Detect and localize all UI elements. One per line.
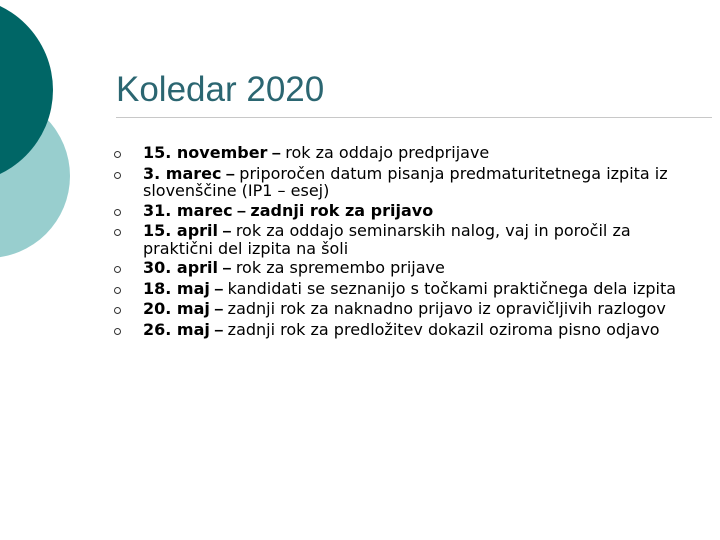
item-date: 31. marec [143, 200, 233, 220]
hollow-circle-bullet-icon [114, 287, 121, 294]
item-separator: – [267, 145, 286, 162]
hollow-circle-bullet-icon [114, 229, 121, 236]
item-text: rok za spremembo prijave [235, 258, 445, 277]
hollow-circle-bullet-icon [114, 209, 121, 216]
title-divider [116, 117, 712, 118]
item-text: zadnji rok za naknadno prijavo iz opravičljivih razlogov [227, 299, 666, 318]
item-separator: – [209, 321, 228, 339]
item-text: zadnji rok za prijavo [250, 200, 434, 220]
calendar-item [114, 260, 704, 278]
hollow-circle-bullet-icon [114, 328, 121, 335]
item-date: 18. maj [143, 278, 210, 298]
calendar-item [114, 319, 704, 340]
calendar-item [114, 223, 704, 257]
calendar-list [114, 145, 704, 342]
calendar-item [114, 163, 704, 200]
item-separator: – [218, 260, 236, 277]
item-date: 15. april [143, 221, 219, 240]
calendar-item [114, 278, 704, 299]
item-separator: – [209, 301, 228, 318]
item-separator: – [232, 202, 251, 220]
item-text: rok za oddajo predprijave [285, 143, 490, 162]
item-date: 3. marec [143, 163, 222, 183]
item-separator: – [209, 280, 228, 298]
item-date: 15. november [143, 143, 268, 162]
calendar-item [114, 200, 704, 221]
hollow-circle-bullet-icon [114, 266, 121, 273]
item-text: rok za oddajo seminarskih nalog, vaj in poročil za praktični del izpita na šoli [143, 221, 631, 258]
item-date: 30. april [143, 258, 219, 277]
calendar-item [114, 301, 704, 319]
item-text: kandidati se seznanijo s točkami praktičnega dela izpita [227, 278, 677, 298]
item-text: zadnji rok za predložitev dokazil oziroma pisno odjavo [227, 319, 660, 339]
item-separator: – [221, 165, 240, 183]
calendar-item [114, 145, 704, 163]
hollow-circle-bullet-icon [114, 151, 121, 158]
item-date: 26. maj [143, 319, 210, 339]
item-text: priporočen datum pisanja predmaturitetnega izpita iz slovenščine (IP1 – esej) [143, 163, 668, 200]
item-separator: – [218, 223, 236, 240]
item-date: 20. maj [143, 299, 210, 318]
decorative-circles [0, 0, 120, 300]
slide-title: Koledar 2020 [116, 70, 325, 109]
hollow-circle-bullet-icon [114, 172, 121, 179]
hollow-circle-bullet-icon [114, 307, 121, 314]
